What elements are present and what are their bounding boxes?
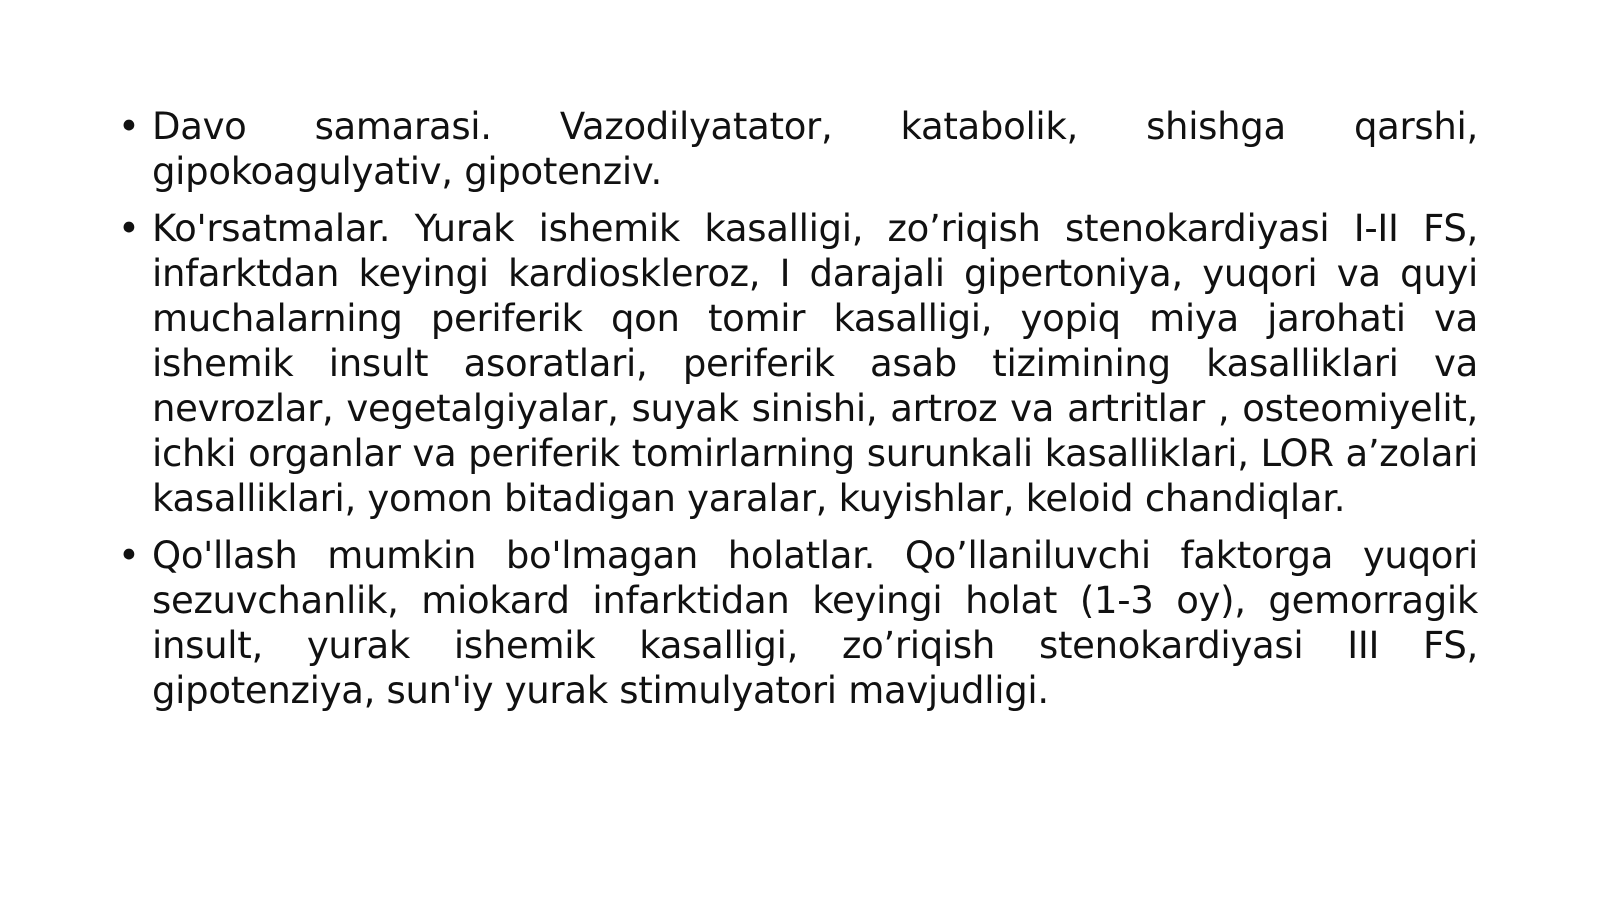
bullet-icon: •	[118, 534, 140, 577]
bullet-text-indications: Ko'rsatmalar. Yurak ishemik kasalligi, zo’riqish stenokardiyasi I-II FS, infarktdan keyingi kardioskleroz, I darajali gipertoniya, yuqori va quyi muchalarning periferik qon tomir kasalligi, yopiq miya jarohati va ishemik insult asoratlari, periferik asab tizimining kasalliklari va nevrozlar, vegetalgiyalar, suyak sinishi, artroz va artritlar , osteomiyelit, ichki organlar va periferik tomirlarning surunkali kasalliklari, LOR a’zolari kasalliklari, yomon bitadigan yaralar, kuyishlar, keloid chandiqlar.	[152, 207, 1478, 520]
bullet-item-contraindications	[118, 533, 1478, 713]
bullet-item-indications	[118, 206, 1478, 521]
bullet-text-effect: Davo samarasi. Vazodilyatator, katabolik, shishga qarshi, gipokoagulyativ, gipotenziv.	[152, 105, 1478, 193]
bullet-icon: •	[118, 105, 140, 148]
bullet-icon: •	[118, 207, 140, 250]
bullet-text-contraindications: Qo'llash mumkin bo'lmagan holatlar. Qo’llaniluvchi faktorga yuqori sezuvchanlik, miokard infarktidan keyingi holat (1-3 oy), gemorragik insult, yurak ishemik kasalligi, zo’riqish stenokardiyasi III FS, gipotenziya, sun'iy yurak stimulyatori mavjudligi.	[152, 534, 1478, 712]
bullet-list	[118, 104, 1478, 725]
bullet-item-effect	[118, 104, 1478, 194]
